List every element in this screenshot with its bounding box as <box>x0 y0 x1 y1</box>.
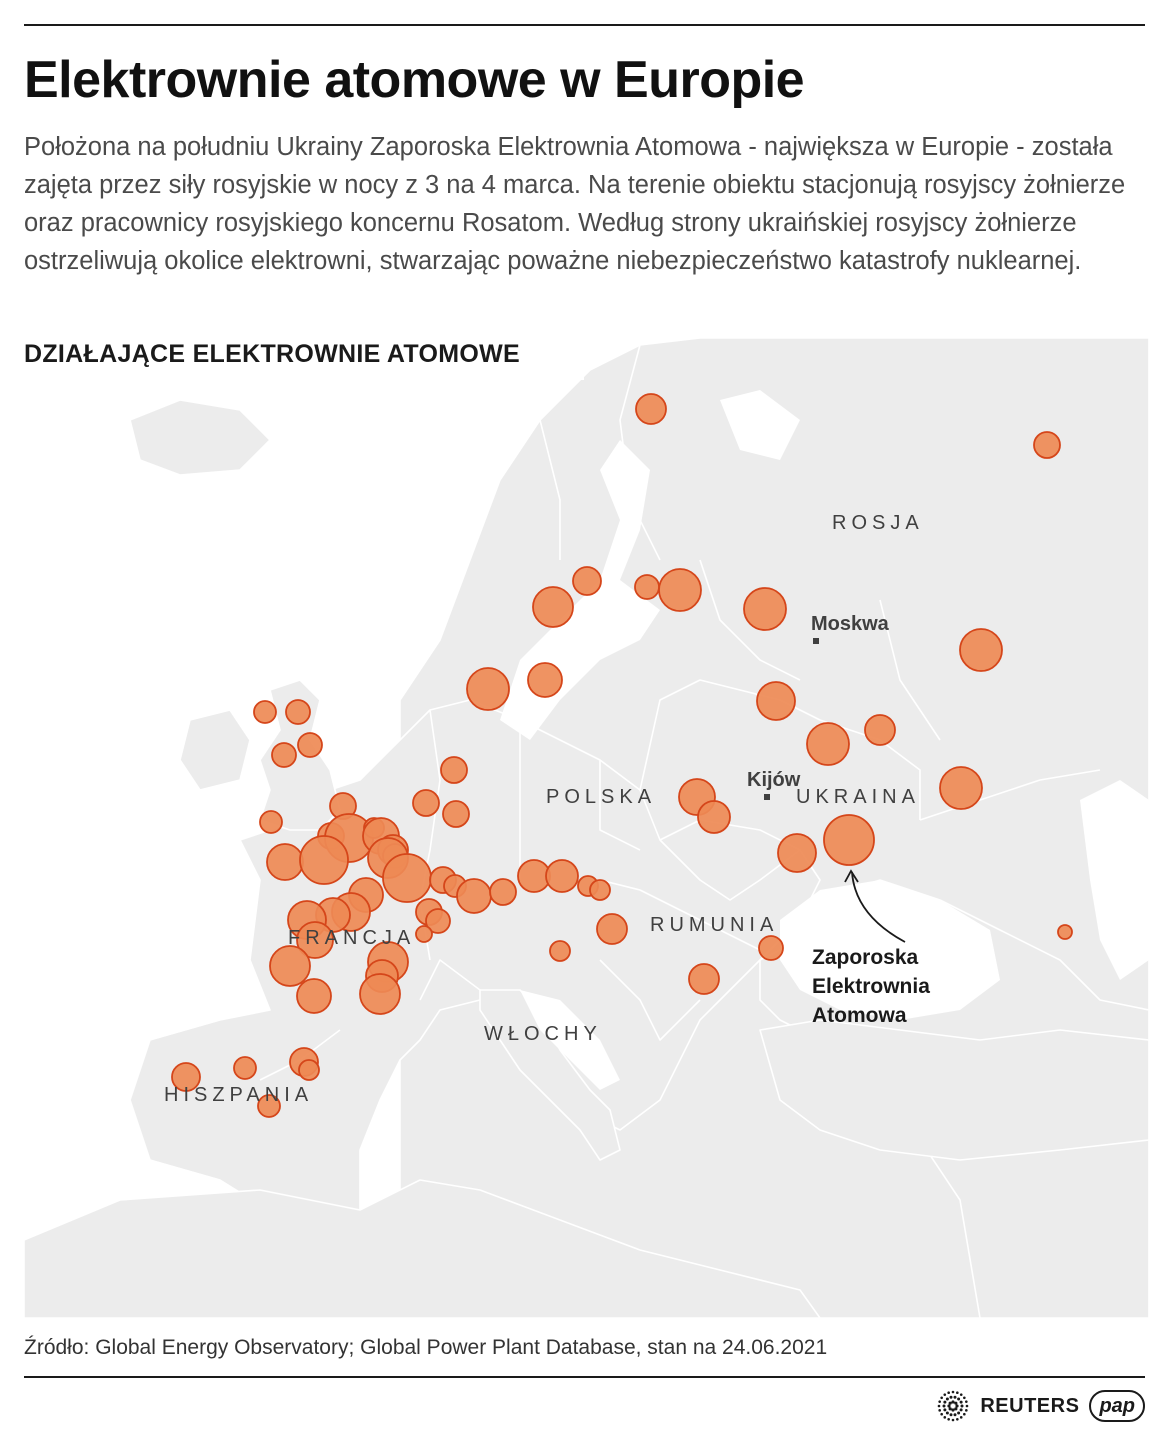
map-subtitle: DZIAŁAJĄCE ELEKTROWNIE ATOMOWE <box>24 340 521 368</box>
reuters-logo-dot <box>960 1401 963 1404</box>
plant-marker <box>297 979 331 1013</box>
plant-marker <box>824 815 874 865</box>
reuters-logo-dot <box>955 1402 958 1405</box>
land-layer <box>24 338 1149 1318</box>
label-rumunia: RUMUNIA <box>650 914 779 936</box>
reuters-logo-dot <box>949 1407 952 1410</box>
reuters-logo-dot <box>952 1391 955 1394</box>
logos <box>936 1386 1145 1426</box>
plant-marker <box>635 575 659 599</box>
reuters-logo-dot <box>944 1401 947 1404</box>
plant-marker <box>698 801 730 833</box>
reuters-logo-dot <box>946 1412 949 1415</box>
plant-marker <box>865 715 895 745</box>
label-ukraina: UKRAINA <box>796 786 920 808</box>
reuters-logo-dot <box>948 1418 951 1421</box>
moskwa-marker <box>813 638 819 644</box>
kijow-marker <box>764 794 770 800</box>
reuters-logo-dot <box>955 1407 958 1410</box>
plant-marker <box>689 964 719 994</box>
plant-marker <box>298 733 322 757</box>
label-kijow: Kijów <box>747 769 801 791</box>
plant-marker <box>1034 432 1060 458</box>
annotation-line-3: Atomowa <box>812 1004 907 1027</box>
plant-marker <box>267 844 303 880</box>
plant-marker <box>441 757 467 783</box>
plant-marker <box>457 879 491 913</box>
reuters-logo-dot <box>960 1408 963 1411</box>
reuters-logo-dot <box>954 1413 957 1416</box>
plant-marker <box>590 880 610 900</box>
reuters-logo-dot <box>938 1405 941 1408</box>
plant-marker <box>533 587 573 627</box>
label-polska: POLSKA <box>546 786 657 808</box>
reuters-logo-dot <box>952 1408 955 1411</box>
plant-marker <box>550 941 570 961</box>
plant-marker <box>234 1057 256 1079</box>
plant-marker <box>443 801 469 827</box>
source-note: Źródło: Global Energy Observatory; Global Power Plant Database, stan na 24.06.2021 <box>24 1336 828 1359</box>
plant-marker <box>383 854 431 902</box>
reuters-logo-dot <box>963 1396 966 1399</box>
reuters-logo-dot <box>944 1416 947 1419</box>
reuters-logo-dot <box>943 1405 946 1408</box>
lead-paragraph: Położona na południu Ukrainy Zaporoska Elektrownia Atomowa - największa w Europie - została zajęta przez siły rosyjskie w nocy z 3 na 4 marca. Na terenie obiektu stacjonują rosyjscy żołnierze oraz pracownicy rosyjskiego koncernu Rosatom. Według strony ukraińskiej rosyjscy żołnierze ostrzeliwują okolice elektrowni, stwarzając poważne niebezpieczeństwo katastrofy nuklearnej. <box>24 133 1126 275</box>
reuters-logo-dot <box>952 1419 955 1422</box>
reuters-logo-dot <box>949 1402 952 1405</box>
label-moskwa: Moskwa <box>811 613 889 635</box>
plant-marker <box>416 926 432 942</box>
reuters-logo-dot <box>939 1400 942 1403</box>
europe-map <box>24 338 1149 1318</box>
plant-marker <box>546 860 578 892</box>
plant-marker <box>597 914 627 944</box>
reuters-logo-text: REUTERS <box>980 1394 1080 1417</box>
reuters-logo-dot <box>965 1409 968 1412</box>
reuters-logo-dot <box>948 1391 951 1394</box>
reuters-logo-dot <box>944 1408 947 1411</box>
annotation-line-2: Elektrownia <box>812 975 930 998</box>
iceland-land <box>130 400 270 475</box>
reuters-logo-dot <box>944 1393 947 1396</box>
plant-marker <box>636 394 666 424</box>
plant-marker <box>1058 925 1072 939</box>
label-wlochy: WŁOCHY <box>484 1023 602 1045</box>
reuters-logo-dot <box>957 1397 960 1400</box>
reuters-logo-dot <box>960 1416 963 1419</box>
reuters-logo-dot <box>966 1405 969 1408</box>
reuters-logo-dot <box>956 1418 959 1421</box>
plant-marker <box>260 811 282 833</box>
top-rule <box>24 24 1145 26</box>
plant-marker <box>573 567 601 595</box>
reuters-logo-dot <box>939 1409 942 1412</box>
plant-marker <box>272 743 296 767</box>
reuters-logo-dot <box>950 1396 953 1399</box>
plant-marker <box>744 588 786 630</box>
reuters-logo-dot <box>963 1413 966 1416</box>
reuters-logo-dot <box>948 1404 951 1407</box>
plant-marker <box>960 629 1002 671</box>
plant-marker <box>807 723 849 765</box>
plant-marker <box>659 569 701 611</box>
label-rosja: ROSJA <box>832 512 924 534</box>
plant-marker <box>778 834 816 872</box>
reuters-logo-dot <box>961 1405 964 1408</box>
ireland-land <box>180 710 250 790</box>
reuters-logo-dot <box>957 1412 960 1415</box>
bottom-rule <box>24 1376 1145 1378</box>
annotation-line-1: Zaporoska <box>812 946 919 969</box>
plant-marker <box>413 790 439 816</box>
plant-marker <box>300 836 348 884</box>
reuters-logo-dot <box>950 1413 953 1416</box>
plant-marker <box>490 879 516 905</box>
plant-marker <box>528 663 562 697</box>
page-title: Elektrownie atomowe w Europie <box>24 51 805 109</box>
reuters-logo-dot <box>941 1396 944 1399</box>
label-francja: FRANCJA <box>288 927 416 949</box>
reuters-logo-dot <box>956 1404 959 1407</box>
plant-marker <box>286 700 310 724</box>
reuters-logo-dot <box>956 1391 959 1394</box>
pap-logo: pap <box>1089 1390 1145 1422</box>
plant-marker <box>254 701 276 723</box>
reuters-logo-dot <box>954 1396 957 1399</box>
reuters-logo-icon <box>936 1389 970 1423</box>
plant-marker <box>757 682 795 720</box>
plant-marker <box>759 936 783 960</box>
reuters-logo-dot <box>941 1413 944 1416</box>
plant-marker <box>467 668 509 710</box>
plant-marker <box>270 946 310 986</box>
reuters-logo-dot <box>952 1400 955 1403</box>
reuters-logo-dot <box>946 1397 949 1400</box>
reuters-logo-dot <box>965 1400 968 1403</box>
plant-marker <box>299 1060 319 1080</box>
reuters-logo-dot <box>960 1393 963 1396</box>
label-hiszpania: HISZPANIA <box>164 1084 314 1106</box>
plant-marker <box>360 974 400 1014</box>
plant-marker <box>940 767 982 809</box>
